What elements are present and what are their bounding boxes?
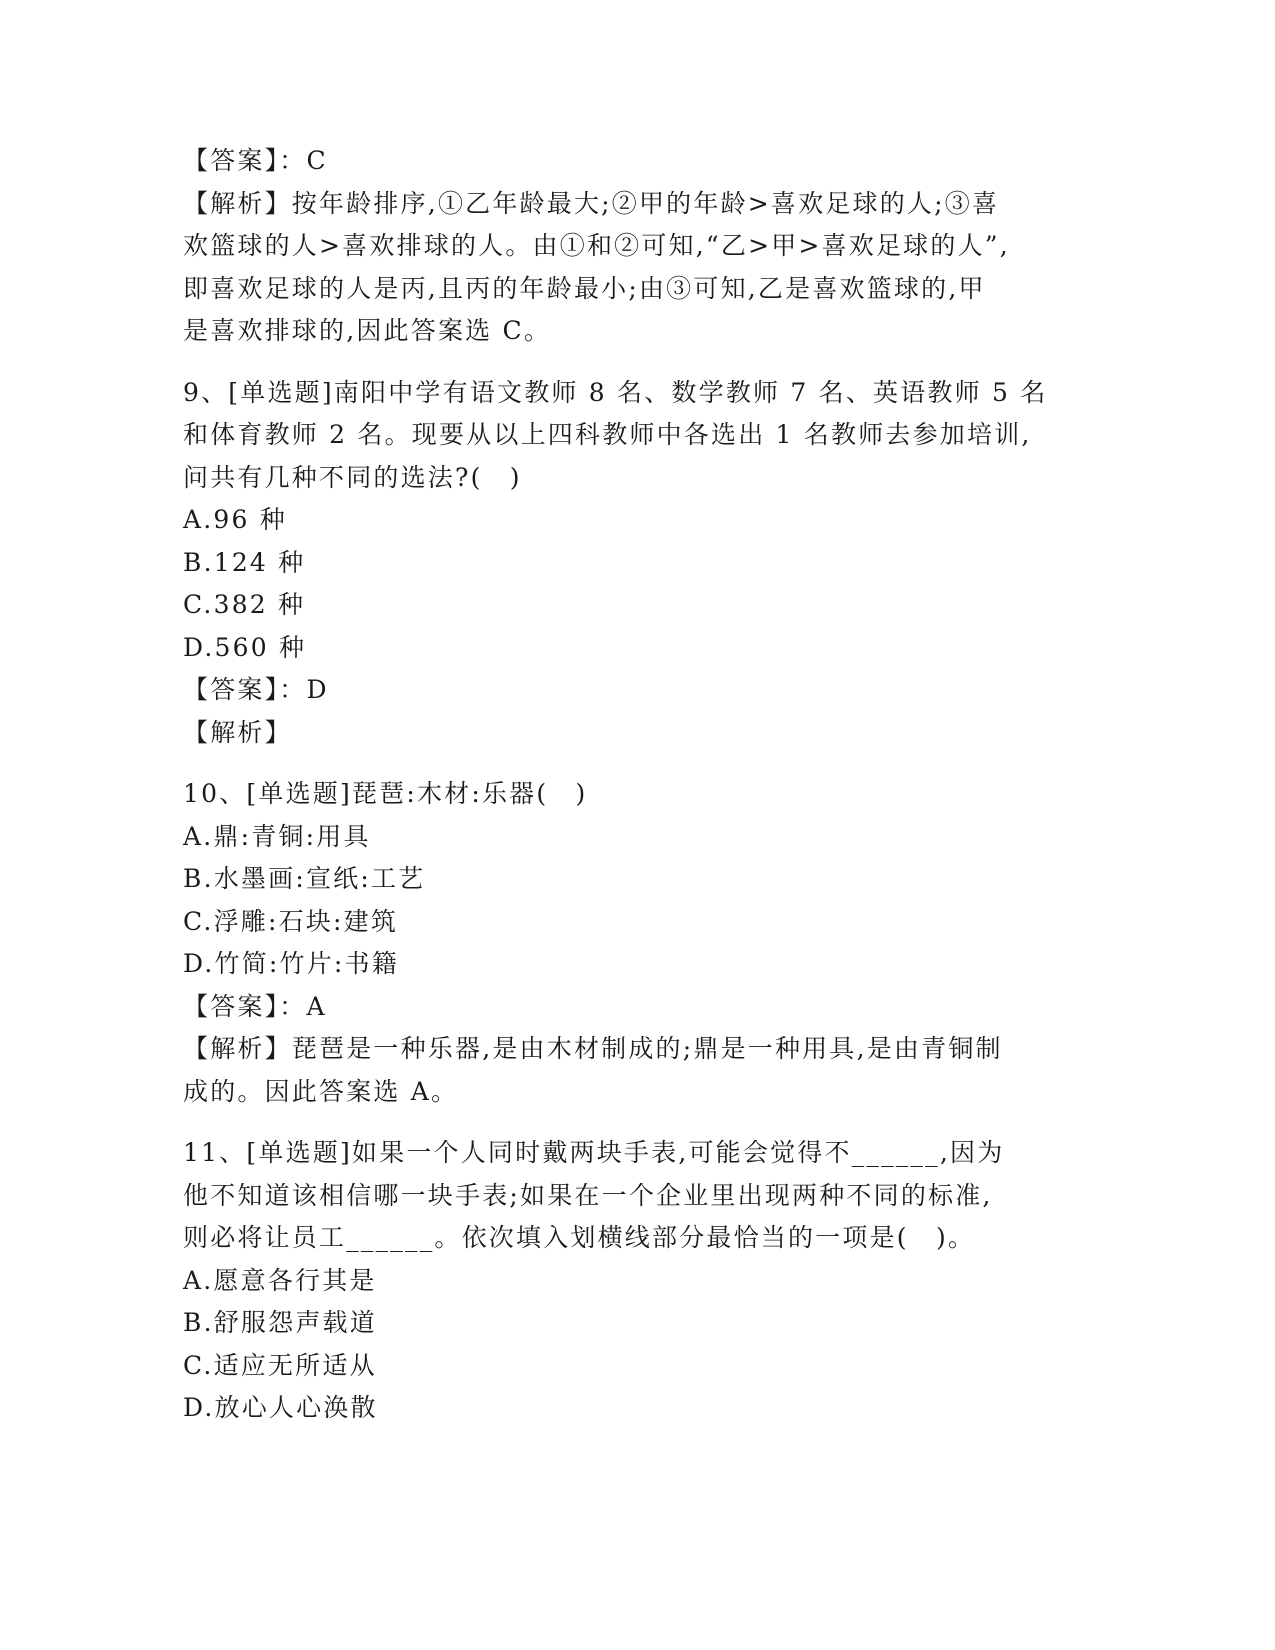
option-a: A.96 种: [183, 505, 287, 534]
analysis-line: 【解析】琵琶是一种乐器,是由木材制成的;鼎是一种用具,是由青铜制: [183, 1034, 1003, 1063]
analysis-line: 【解析】按年龄排序,①乙年龄最大;②甲的年龄>喜欢足球的人;③喜: [183, 188, 1000, 218]
option-c: C.浮雕:石块:建筑: [183, 906, 399, 936]
answer-line: 【答案】：D: [183, 675, 329, 704]
option-b: B.124 种: [183, 547, 306, 577]
option-b: B.舒服怨声载道: [183, 1308, 377, 1337]
question-stem-line: 他不知道该相信哪一块手表;如果在一个企业里出现两种不同的标准,: [183, 1180, 993, 1210]
question-stem-line: 11、[单选题]如果一个人同时戴两块手表,可能会觉得不______,因为: [183, 1138, 1005, 1167]
analysis-line: 即喜欢足球的人是丙,且丙的年龄最小;由③可知,乙是喜欢篮球的,甲: [183, 273, 986, 303]
analysis-line: 是喜欢排球的,因此答案选 C。: [183, 316, 552, 345]
option-a: A.鼎:青铜:用具: [183, 821, 371, 851]
option-c: C.适应无所适从: [183, 1350, 377, 1380]
question-11: [183, 1132, 1083, 1430]
question-stem-line: 问共有几种不同的选法?( ): [183, 462, 522, 492]
option-d: D.放心人心涣散: [183, 1393, 378, 1422]
question-stem-line: 和体育教师 2 名。现要从以上四科教师中各选出 1 名教师去参加培训,: [183, 420, 1032, 449]
spacer: [183, 353, 1083, 372]
analysis-line: 欢篮球的人>喜欢排球的人。由①和②可知,“乙>甲>喜欢足球的人”,: [183, 231, 1010, 260]
spacer: [183, 754, 1083, 773]
question-stem-line: 10、[单选题]琵琶:木材:乐器( ): [183, 779, 588, 808]
option-d: D.560 种: [183, 632, 307, 662]
question-10: [183, 773, 1083, 1113]
option-c: C.382 种: [183, 590, 306, 619]
analysis-line: 【解析】: [183, 717, 292, 747]
document-page: [183, 140, 1083, 1430]
question-8-tail: [183, 140, 1083, 353]
answer-line: 【答案】：C: [183, 146, 328, 175]
spacer: [183, 1113, 1083, 1132]
analysis-line: 成的。因此答案选 A。: [183, 1076, 459, 1106]
question-stem-line: 9、[单选题]南阳中学有语文教师 8 名、数学教师 7 名、英语教师 5 名: [183, 377, 1048, 407]
option-b: B.水墨画:宣纸:工艺: [183, 864, 426, 893]
answer-line: 【答案】：A: [183, 991, 327, 1021]
question-stem-line: 则必将让员工______。依次填入划横线部分最恰当的一项是( )。: [183, 1223, 976, 1252]
option-a: A.愿意各行其是: [183, 1265, 377, 1295]
option-d: D.竹简:竹片:书籍: [183, 949, 399, 978]
question-9: [183, 372, 1083, 755]
